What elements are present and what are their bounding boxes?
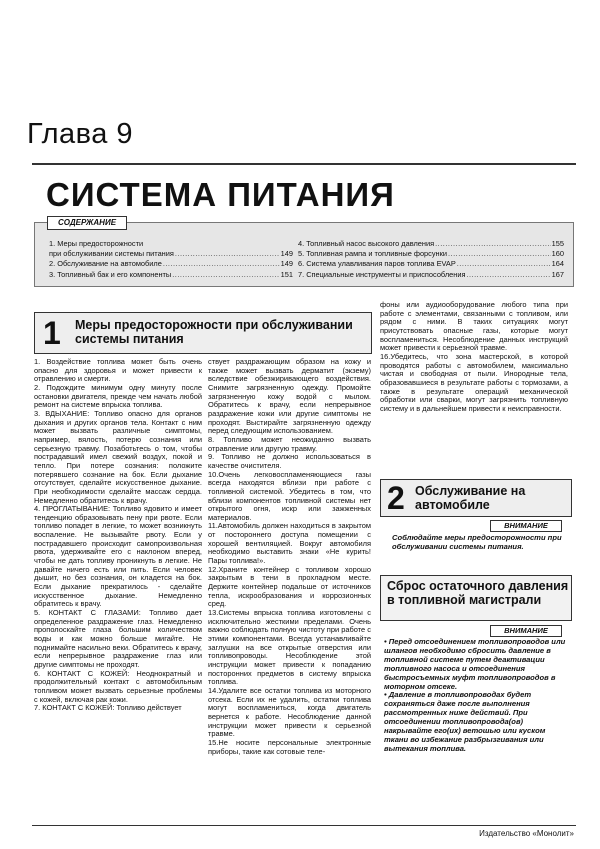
text-column-1 xyxy=(34,358,202,713)
paragraph: 5. КОНТАКТ С ГЛАЗАМИ: Топливо дает определенное раздражение глаз. Немедленно прополоскайте глаза большим количеством воды и как можно больше мигайте. Не поднимайте насильно веки. Обратитесь к врачу, если непрерывное раздражение глаз или другие симптомы не проходят. xyxy=(34,608,202,669)
contents-item[interactable]: при обслуживании системы питания ..... 149 xyxy=(49,249,293,259)
section-3-header xyxy=(380,575,572,621)
contents-item[interactable]: 1. Меры предосторожности xyxy=(49,239,144,248)
section-1-title: Меры предосторожности при обслуживании системы питания xyxy=(75,318,353,346)
text-column-3 xyxy=(380,301,568,414)
page-title: СИСТЕМА ПИТАНИЯ xyxy=(46,176,395,213)
contents-item[interactable]: 4. Топливный насос высокого давления ..... 155 xyxy=(298,239,564,249)
contents-item[interactable]: 7. Специальные инструменты и приспособления ..... 167 xyxy=(298,270,564,280)
paragraph: 8. Топливо может неожиданно вызвать отравление или другую травму. xyxy=(208,434,371,453)
contents-label: СОДЕРЖАНИЕ xyxy=(47,216,127,230)
paragraph: 15.Не носите персональные электронные приборы, такие как сотовые теле- xyxy=(208,737,371,756)
paragraph: 6. КОНТАКТ С КОЖЕЙ: Неоднократный и продолжительный контакт с автомобильным топливом может вызвать серьезные проблемы с кожей, включая рак кожи. xyxy=(34,668,202,704)
contents-left-column xyxy=(49,239,293,280)
paragraph: 9. Топливо не должно использоваться в качестве очистителя. xyxy=(208,452,371,470)
section-2-number: 2 xyxy=(387,480,405,516)
section-3-warning-list xyxy=(384,638,568,754)
paragraph: 3. ВДЫХАНИЕ: Топливо опасно для органов дыхания и других органов тела. Контакт с ним может вызвать различные симптомы, например, вялость, потерю сознания или серьезную травму. Позаботьтесь о том, чтобы пострадавший имел свежий воздух, покой и тепло. При потере сознания: положите потерявшего сознание на бок. Если дыхание отсутствует, сделайте искусственное дыхание. При необходимости сделайте массаж сердца. Немедленно обратитесь к врачу. xyxy=(34,408,202,505)
footer-rule xyxy=(32,825,576,826)
contents-item[interactable]: 6. Система улавливания паров топлива EVAP ..... 164 xyxy=(298,259,564,269)
paragraph: 7. КОНТАКТ С КОЖЕЙ: Топливо действует xyxy=(34,703,182,713)
paragraph: 16.Убедитесь, что зона мастерской, в которой проводятся работы с автомобилем, максимально чистая и свободная от пыли. Инородные тела, образовавшиеся в результате работы с тормозами, а также в результате операций механической обработки или сварки, могут загрязнить топливную систему и в дальнейшем привести к неисправности. xyxy=(380,351,568,413)
text-column-2 xyxy=(208,358,371,756)
section-3-warning-label: ВНИМАНИЕ xyxy=(490,625,562,637)
warning-bullet: • Давление в топливопроводах будет сохраняться даже после выполнения рассмотренных ниже действий. При отсоединении топливопровода(ов) накрывайте его(их) ветошью или куском ткани во избежание разбрызгивания или вытекания топлива. xyxy=(384,690,546,753)
section-2-header xyxy=(380,479,572,517)
contents-right-column xyxy=(298,239,564,280)
contents-item[interactable]: 3. Топливный бак и его компоненты ..... 151 xyxy=(49,270,293,280)
section-1-header xyxy=(34,312,372,354)
contents-item[interactable]: 2. Обслуживание на автомобиле ..... 149 xyxy=(49,259,293,269)
paragraph: фоны или аудиооборудование любого типа при работе с элементами, связанными с топливом, или рядом с ними. В таких ситуациях могут присутствовать опасные газы, которые могут воспламениться. Несоблюдение данных инструкций может привести к серьезной травме. xyxy=(380,300,568,353)
section-1-number: 1 xyxy=(43,315,61,351)
publisher-footer: Издательство «Монолит» xyxy=(479,829,574,838)
paragraph: 14.Удалите все остатки топлива из моторного отсека. Если их не удалить, остатки топлива могут воспламениться, когда двигатель вернется к работе. Несоблюдение данной инструкции может привести к серьезной травме. xyxy=(208,685,371,739)
paragraph: 13.Системы впрыска топлива изготовлены с исключительно жесткими пределами. Очень важно соблюдать полную чистоту при работе с этими компонентами. Всегда устанавливайте заглушки на все открытые отверстия или топливопроводы. Несоблюдение этой инструкции может привести к попаданию посторонних предметов в систему впрыска топлива. xyxy=(208,608,371,687)
contents-box xyxy=(34,222,574,287)
chapter-rule xyxy=(32,163,576,165)
chapter-label: Глава 9 xyxy=(27,118,134,150)
paragraph: 11.Автомобиль должен находиться в закрытом от постороннего доступа помещении с хорошей вентиляцией. Вокруг автомобиля необходимо выставить знаки «Не курить! Пары топлива!». xyxy=(208,521,371,566)
paragraph: 10.Очень легковоспламеняющиеся газы всегда находятся вблизи при работе с топливной системой. Убедитесь в том, что вблизи компонентов топливной системы нет открытого огня, искр или зажженных материалов. xyxy=(208,469,371,522)
paragraph: 1. Воздействие топлива может быть очень опасно для здоровья и может привести к отравлению и смерти. xyxy=(34,357,202,384)
paragraph: 4. ПРОГЛАТЫВАНИЕ: Топливо ядовито и имеет тенденцию образовывать пену при рвоте. Если топливо попадет в легкие, то может возникнуть воспаление. Не вызывайте рвоту. Если у пострадавшего происходит самопроизвольная рвота, удерживайте его с наклоном вперед, чтобы не дать топливу проникнуть в легкие. Не давайте ничего есть или пить. Если человек дышит, но без сознания, он кладется на бок. Если дыхание прекратилось - сделайте искусственное дыхание. Немедленно обратитесь к врачу. xyxy=(34,504,202,609)
paragraph: ствует раздражающим образом на кожу и также может вызвать дерматит (экзему) вследствие обезжиривающего воздействия. Снимите загрязненную одежду. Промойте загрязненную кожу водой с мылом. Обратитесь к врачу, если непрерывное раздражение кожи или другие симптомы не проходят. Выстирайте загрязненную одежду перед следующим использованием. xyxy=(208,357,371,436)
contents-item[interactable]: 5. Топливная рампа и топливные форсунки ..... 160 xyxy=(298,249,564,259)
paragraph: 12.Храните контейнер с топливом хорошо закрытым в тени в прохладном месте. Держите контейнер подальше от источников тепла, искрообразования и коррозионных сред. xyxy=(208,564,371,609)
paragraph: 2. Подождите минимум одну минуту после остановки двигателя, прежде чем начать любой ремонт на системе впрыска топлива. xyxy=(34,382,202,410)
section-2-title: Обслуживание на автомобиле xyxy=(415,484,526,512)
warning-bullet: • Перед отсоединением топливопроводов или шлангов необходимо сбросить давление в топливной системе путем деактивации топливного насоса и отсоединения быстросъемных муфт топливопроводов в моторном отсеке. xyxy=(384,637,566,691)
section-2-warning-label: ВНИМАНИЕ xyxy=(490,520,562,532)
section-2-warning-text: Соблюдайте меры предосторожности при обслуживании системы питания. xyxy=(392,533,562,551)
section-3-title: Сброс остаточного давления в топливной магистрали xyxy=(387,579,569,607)
